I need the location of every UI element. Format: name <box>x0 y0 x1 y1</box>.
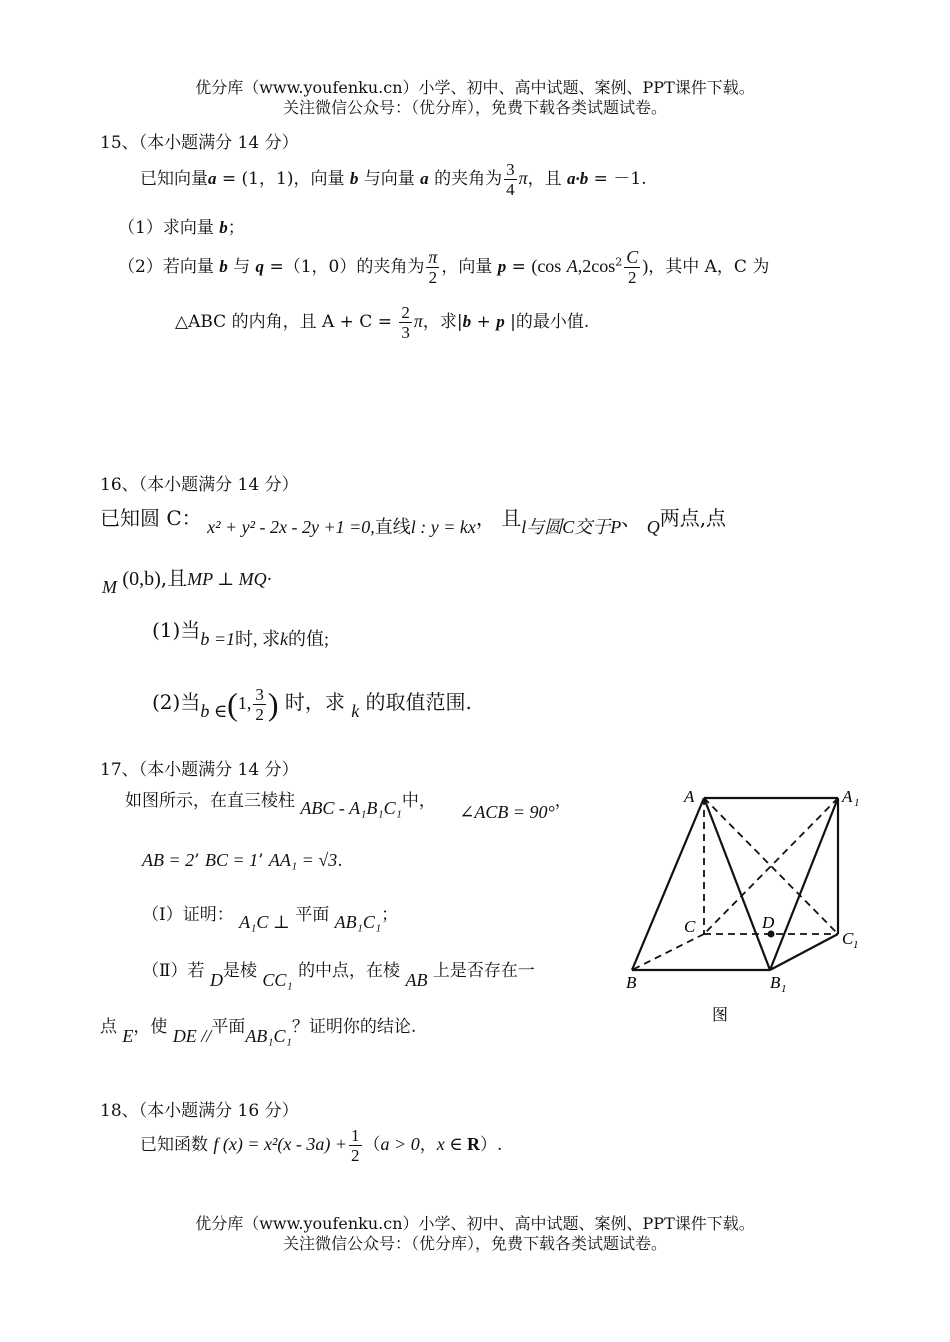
label-A: A <box>684 787 695 806</box>
label-A1: A <box>842 787 853 806</box>
q18-stem: 已知函数 f (x) = x²(x - 3a) + $\frac{1}{2}$ （a > 0，x ∈ R）. <box>140 1126 503 1165</box>
q15-stem: 已知向量a = (1，1)，向量 b 与向量 a 的夹角为 $\frac{3}{4}$ π，且 a·b = －1. <box>140 160 647 199</box>
label-A1-sub: 1 <box>854 797 860 809</box>
q17-stem: 如图所示，在直三棱柱 ABC - A₁B₁C₁中， ∠ACB = 90°， <box>125 791 572 822</box>
q16-part1: (1)当b =1时, 求k的值; <box>152 618 330 649</box>
q17-part1: （Ⅰ）证明： A₁C ⊥ 平面 AB₁C₁； <box>142 905 399 932</box>
edge-A1B1 <box>770 798 838 970</box>
q17-part2-cont: 点 E，使 DE //平面AB₁C₁？证明你的结论. <box>100 1017 417 1046</box>
q15-part2-cont: △ABC 的内角，且 A + C = $\frac{2}{3}$ π，求|b + p |的最小值. <box>175 303 590 342</box>
label-C: C <box>684 917 696 936</box>
half-pi-fraction: $\frac{\pi}{2}$ <box>428 247 438 287</box>
prism-figure <box>622 780 872 1030</box>
q15-part1: （1）求向量 b； <box>118 218 245 238</box>
header-line-2: 关注微信公众号：（优分库），免费下载各类试题试卷。 <box>282 98 667 117</box>
footer-line-1: 优分库（www.youfenku.cn）小学、初中、高中试题、案例、PPT课件下载。 <box>195 1214 755 1233</box>
label-B1: B <box>770 973 781 992</box>
label-C1: C <box>842 929 854 948</box>
edge-AB1 <box>704 798 770 970</box>
q17-given: AB = 2’ BC = 1’ AA₁ = √3. <box>142 850 343 871</box>
q16-stem: 已知圆 C： x² + y² - 2x - 2y +1 =0,直线l : y = kx， 且l与圆C交于P、 Q两点,点 <box>100 506 727 537</box>
two-thirds-fraction: $\frac{2}{3}$ <box>401 303 410 342</box>
edge-CB <box>632 934 704 970</box>
edge-AB <box>632 798 704 970</box>
q17-part2: （Ⅱ）若 D是棱 CC₁ 的中点，在棱 AB 上是否存在一 <box>142 961 535 990</box>
q16-stem-cont: M (0,b),且MP ⊥ MQ· <box>102 566 273 597</box>
q17-title: 17、（本小题满分 14 分） <box>100 760 299 780</box>
q15-part2: （2）若向量 b 与 q =（1，0）的夹角为 $\frac{\pi}{2}$ ，向量 p = (cos $A,2\cos^2$ $\frac{C}{2}$ )，其中 A，C 为 <box>118 247 770 287</box>
interval-fraction: $\frac{3}{2}$ <box>255 685 264 724</box>
label-C1-sub: 1 <box>853 939 859 951</box>
half-fraction: $\frac{1}{2}$ <box>351 1126 360 1165</box>
q16-part2: (2)当b ∈(1, $\frac{3}{2}$ ) 时，求 k 的取值范围. <box>152 685 472 724</box>
q18-title: 18、（本小题满分 16 分） <box>100 1101 299 1121</box>
label-B: B <box>626 973 637 992</box>
label-B1-sub: 1 <box>781 983 787 995</box>
header-line-1: 优分库（www.youfenku.cn）小学、初中、高中试题、案例、PPT课件下载。 <box>195 78 755 97</box>
q15-title: 15、（本小题满分 14 分） <box>100 133 299 153</box>
label-D: D <box>762 913 775 932</box>
figure-caption: 图 <box>712 1005 729 1024</box>
q16-title: 16、（本小题满分 14 分） <box>100 475 299 495</box>
c-half-fraction: $\frac{C}{2}$ <box>626 247 639 287</box>
angle-fraction: $\frac{3}{4}$ <box>506 160 515 199</box>
edge-C1B1 <box>770 934 838 970</box>
footer-line-2: 关注微信公众号：（优分库），免费下载各类试题试卷。 <box>282 1234 667 1253</box>
